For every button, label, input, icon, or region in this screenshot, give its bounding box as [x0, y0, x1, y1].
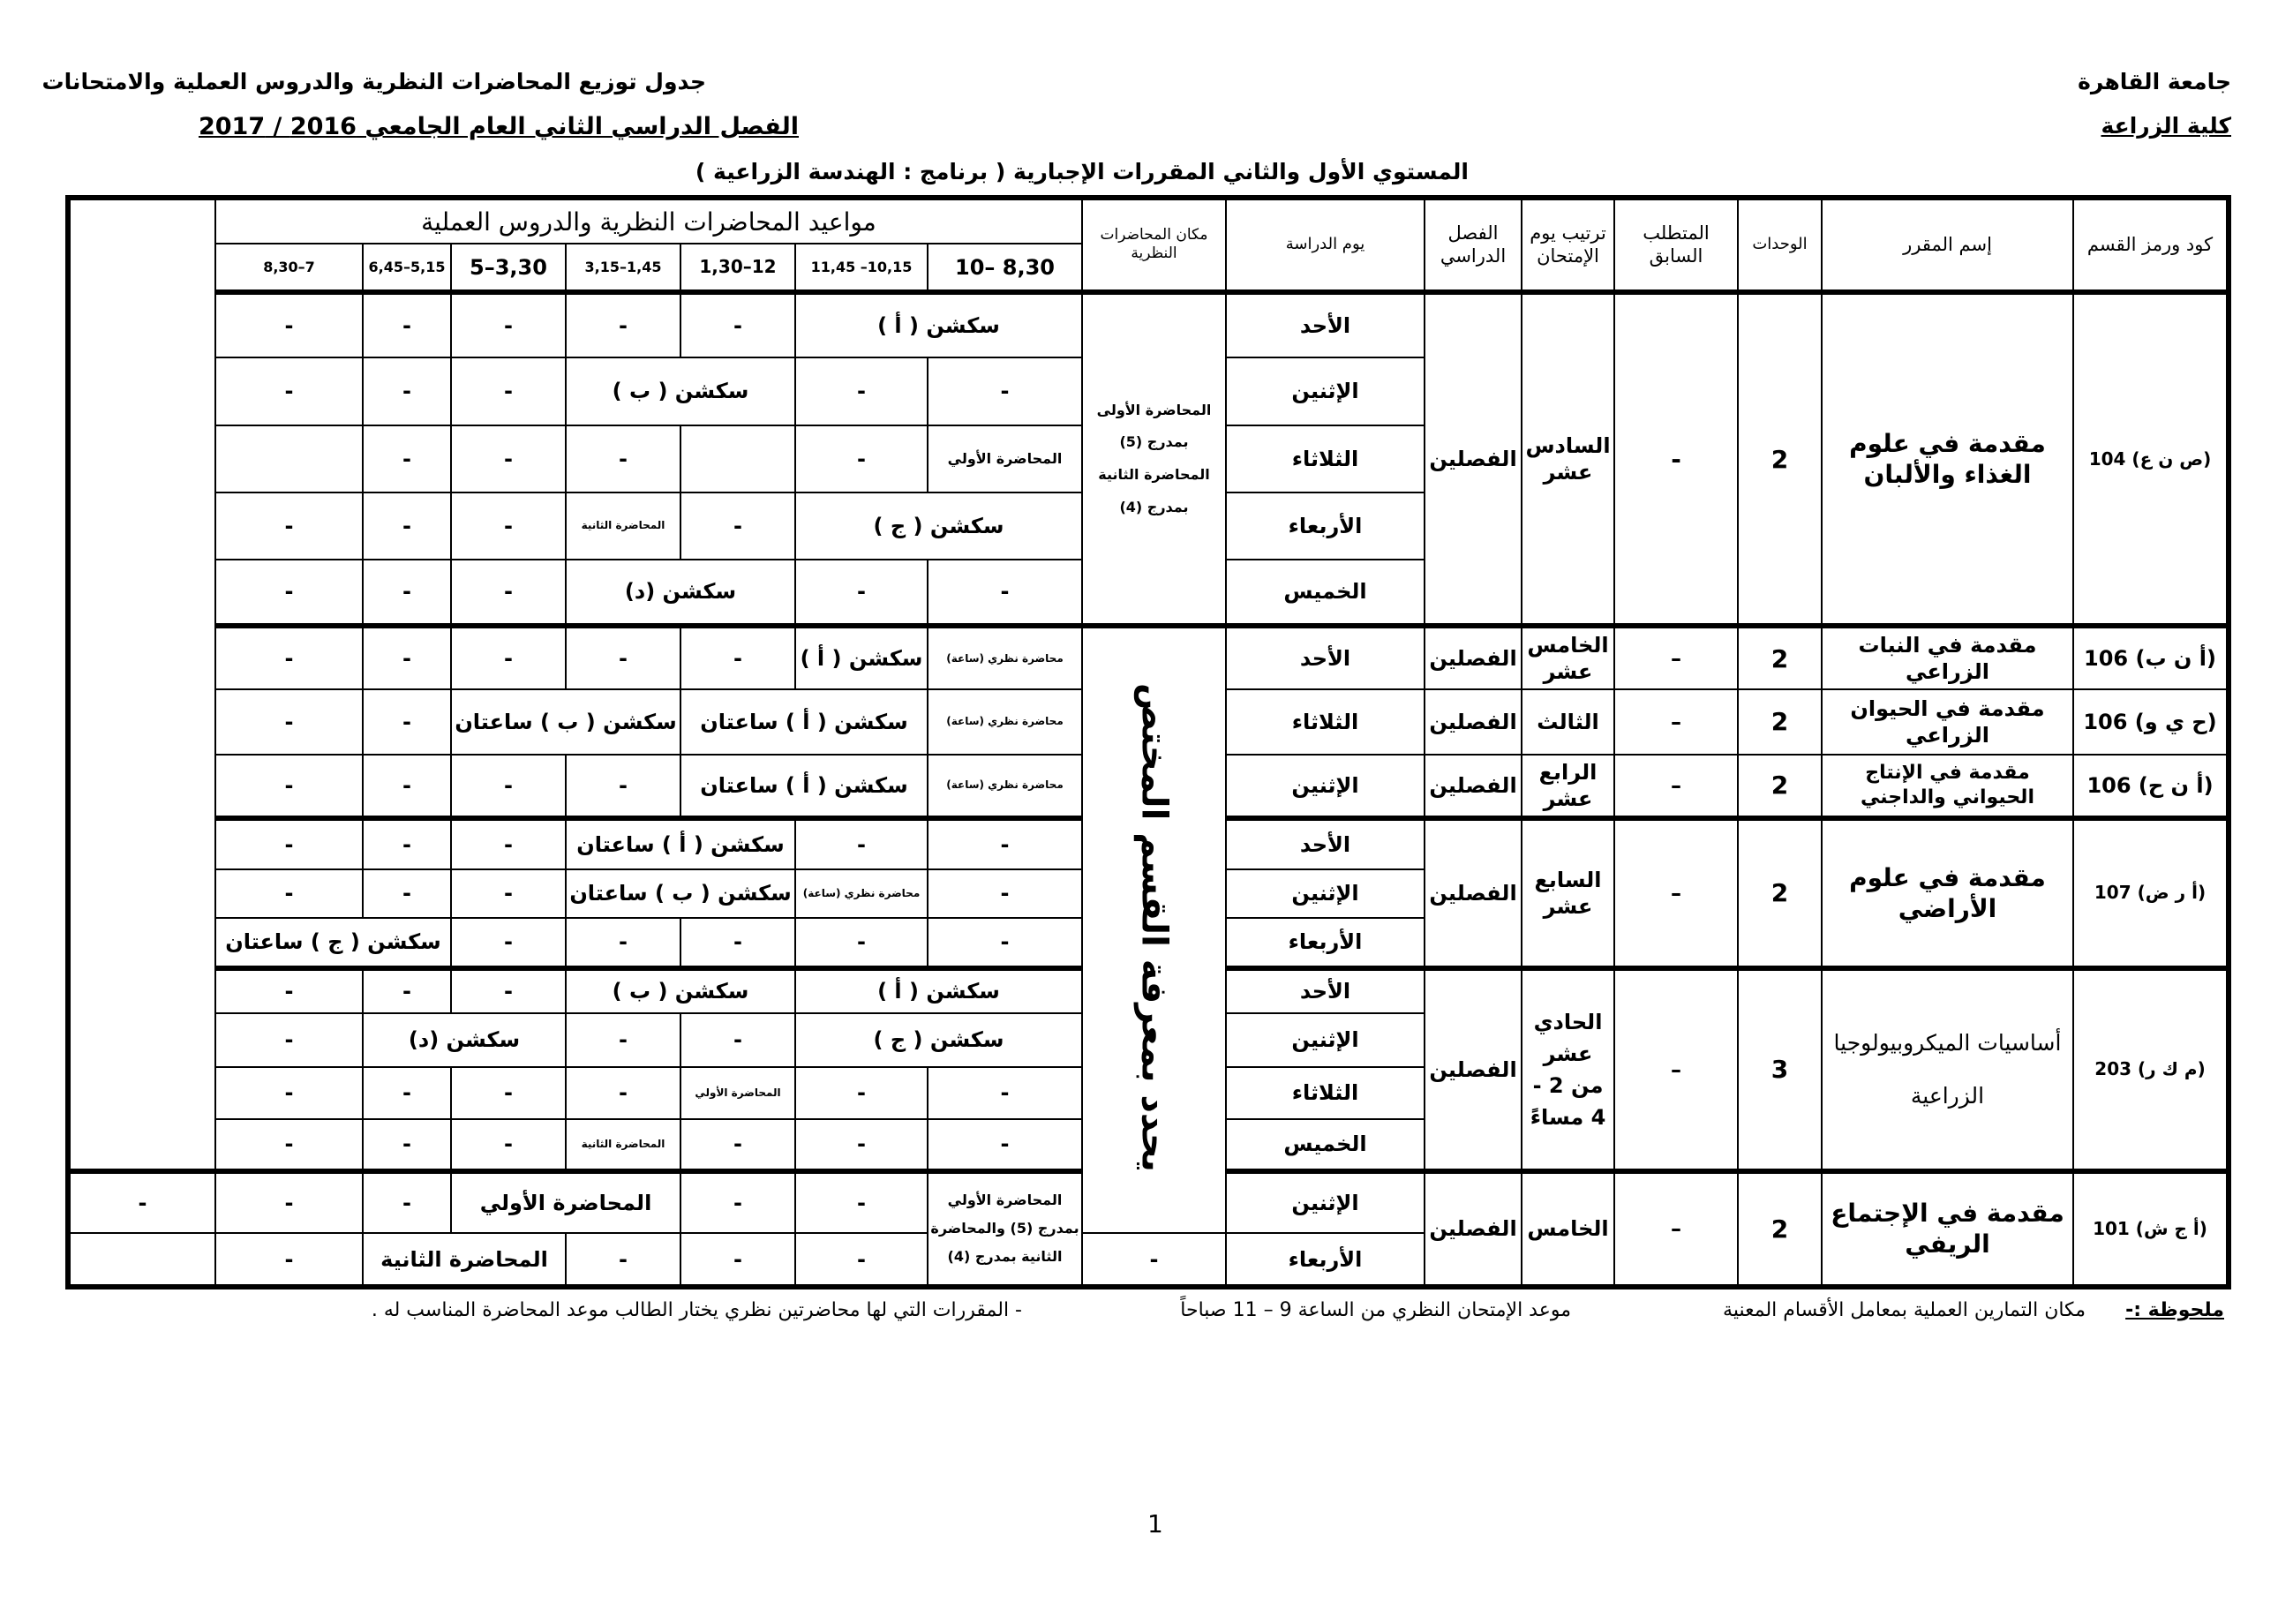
- course-semester: الفصلين: [1425, 292, 1522, 626]
- slot-cell: -: [680, 1233, 795, 1287]
- slot-cell: -: [215, 1067, 363, 1120]
- slot-cell: -: [363, 357, 451, 426]
- course-prereq: –: [1614, 818, 1738, 967]
- slot-cell: -: [363, 1119, 451, 1171]
- course-units: 2: [1738, 1171, 1822, 1287]
- slot-cell: -: [795, 1067, 928, 1120]
- course-code: (ص ن ع) 104: [2073, 292, 2229, 626]
- slot-cell: محاضرة نظري (ساعة): [928, 755, 1082, 819]
- course-prereq: –: [1614, 626, 1738, 689]
- slot-cell: المحاضرة الأولي: [451, 1171, 680, 1234]
- course-semester: الفصلين: [1425, 689, 1522, 755]
- course-code: (أ ر ض) 107: [2073, 818, 2229, 967]
- course-units: 3: [1738, 968, 1822, 1171]
- dept-place-text: يحدد بمعرفة القسم المختص: [1133, 682, 1175, 1172]
- slot-cell: -: [363, 560, 451, 627]
- slot-cell: سكشن (د): [363, 1013, 566, 1067]
- slot-cell: -: [451, 292, 566, 357]
- slot-cell: سكشن ( أ ): [795, 292, 1082, 357]
- col-header-exam: ترتيب يوم الإمتحان: [1522, 198, 1614, 292]
- slot-cell: سكشن ( ج ): [795, 492, 1082, 560]
- slot-cell: -: [215, 968, 363, 1013]
- course-semester: الفصلين: [1425, 626, 1522, 689]
- slot-cell: -: [928, 1067, 1082, 1120]
- course-code: (أ ن ح) 106: [2073, 755, 2229, 819]
- slot-cell: [680, 425, 795, 492]
- slot-cell: سكشن ( ج ) ساعتان: [215, 918, 451, 968]
- slot-cell: -: [215, 292, 363, 357]
- day-cell: الإثنين: [1226, 357, 1425, 426]
- course-name: مقدمة في علوم الغذاء والألبان: [1822, 292, 2073, 626]
- program-line: المستوي الأول والثاني المقررات الإجبارية ( برنامج : الهندسة الزراعية ): [695, 159, 1469, 184]
- course-exam: السابع عشر: [1522, 818, 1614, 967]
- note-two-lectures: - المقررات التي لها محاضرتين نظري يختار الطالب موعد المحاضرة المناسب له .: [371, 1299, 1022, 1321]
- slot-cell: -: [680, 292, 795, 357]
- course-name: مقدمة في الإجتماع الريفي: [1822, 1171, 2073, 1287]
- slot-cell: -: [363, 1171, 451, 1234]
- slot-cell: -: [363, 1067, 451, 1120]
- day-cell: الإثنين: [1226, 755, 1425, 819]
- col-header-schedule: مواعيد المحاضرات النظرية والدروس العملية: [215, 198, 1082, 244]
- slot-cell: -: [215, 357, 363, 426]
- slot-cell: -: [928, 818, 1082, 869]
- course-name: مقدمة في علوم الأراضي: [1822, 818, 2073, 967]
- course-code: (أ ج ش) 101: [2073, 1171, 2229, 1287]
- slot-cell: -: [928, 869, 1082, 918]
- col-header-semester: الفصل الدراسي: [1425, 198, 1522, 292]
- document-title: جدول توزيع المحاضرات النظرية والدروس العملية والامتحانات: [41, 69, 706, 94]
- course-exam: الخامس: [1522, 1171, 1614, 1287]
- day-cell: الأحد: [1226, 968, 1425, 1013]
- day-cell: الأربعاء: [1226, 918, 1425, 968]
- note-practical-place: مكان التمارين العملية بمعامل الأقسام المعنية: [1723, 1299, 2086, 1321]
- course-semester: الفصلين: [1425, 818, 1522, 967]
- day-cell: الأربعاء: [1226, 492, 1425, 560]
- slot-cell: -: [363, 818, 451, 869]
- slot-6: 5,15–6,45: [363, 244, 451, 291]
- slot-cell: سكشن ( أ ): [795, 626, 928, 689]
- slot-cell: -: [451, 968, 566, 1013]
- slot-cell: سكشن ( ج ): [795, 1013, 1082, 1067]
- slot-cell: -: [566, 755, 680, 819]
- slot-cell: -: [451, 1067, 566, 1120]
- course-units: 2: [1738, 626, 1822, 689]
- slot-4: 1,45–3,15: [566, 244, 680, 291]
- slot-cell: -: [795, 918, 928, 968]
- slot-cell: -: [680, 918, 795, 968]
- course-place: المحاضرة الأولي بمدرج (5) والمحاضرة الثانية بمدرج (4): [928, 1171, 1082, 1287]
- slot-7: 7–8,30: [215, 244, 363, 291]
- slot-cell: -: [363, 755, 451, 819]
- slot-cell: المحاضرة الثانية: [363, 1233, 566, 1287]
- slot-cell: -: [1082, 1233, 1226, 1287]
- slot-cell: -: [215, 626, 363, 689]
- slot-cell: -: [68, 1171, 215, 1234]
- slot-cell: المحاضرة الأولي: [680, 1067, 795, 1120]
- day-cell: الإثنين: [1226, 1171, 1425, 1234]
- slot-cell: -: [215, 755, 363, 819]
- slot-cell: -: [566, 626, 680, 689]
- col-header-course: إسم المقرر: [1822, 198, 2073, 292]
- slot-cell: -: [566, 292, 680, 357]
- slot-cell: -: [451, 626, 566, 689]
- course-exam: السادس عشر: [1522, 292, 1614, 626]
- course-semester: الفصلين: [1425, 755, 1522, 819]
- slot-cell: -: [795, 818, 928, 869]
- schedule-table: [65, 195, 2231, 1289]
- slot-cell: محاضرة نظري (ساعة): [928, 626, 1082, 689]
- slot-cell: -: [928, 357, 1082, 426]
- course-name: مقدمة في الإنتاج الحيواني والداجني: [1822, 755, 2073, 819]
- slot-cell: -: [928, 560, 1082, 627]
- day-cell: الثلاثاء: [1226, 1067, 1425, 1120]
- course-name: أساسيات الميكروبيولوجيا الزراعية: [1822, 968, 2073, 1171]
- course-exam: الخامس عشر: [1522, 626, 1614, 689]
- slot-5: 3,30–5: [451, 244, 566, 291]
- course-prereq: –: [1614, 755, 1738, 819]
- slot-cell: -: [451, 357, 566, 426]
- slot-cell: -: [215, 492, 363, 560]
- slot-cell: سكشن ( ب ): [566, 968, 795, 1013]
- slot-cell: محاضرة نظري (ساعة): [795, 869, 928, 918]
- course-code: (م ك ر) 203: [2073, 968, 2229, 1171]
- col-header-day: يوم الدراسة: [1226, 198, 1425, 292]
- slot-cell: -: [566, 1067, 680, 1120]
- slot-cell: -: [215, 1171, 363, 1234]
- slot-cell: -: [795, 425, 928, 492]
- slot-cell: -: [680, 1119, 795, 1171]
- slot-cell: -: [215, 818, 363, 869]
- university-name: جامعة القاهرة: [2078, 69, 2231, 94]
- slot-cell: [215, 425, 363, 492]
- course-prereq: –: [1614, 968, 1738, 1171]
- slot-cell: -: [566, 918, 680, 968]
- slot-cell: -: [215, 1233, 363, 1287]
- slot-cell: سكشن ( أ ) ساعتان: [680, 755, 928, 819]
- slot-cell: -: [363, 492, 451, 560]
- slot-cell: -: [928, 918, 1082, 968]
- slot-cell: -: [795, 1171, 928, 1234]
- slot-cell: سكشن (د): [566, 560, 795, 627]
- slot-cell: -: [566, 1233, 680, 1287]
- note-exam-time: موعد الإمتحان النظري من الساعة 9 – 11 صباحاً: [1180, 1299, 1571, 1321]
- day-cell: الإثنين: [1226, 1013, 1425, 1067]
- slot-cell: -: [215, 869, 363, 918]
- slot-cell: سكشن ( ب ) ساعتان: [566, 869, 795, 918]
- slot-cell: سكشن ( أ ) ساعتان: [680, 689, 928, 755]
- day-cell: الأربعاء: [1226, 1233, 1425, 1287]
- course-semester: الفصلين: [1425, 1171, 1522, 1287]
- course-prereq: –: [1614, 689, 1738, 755]
- slot-cell: -: [363, 626, 451, 689]
- col-header-code: كود ورمز القسم: [2073, 198, 2229, 292]
- slot-cell: -: [680, 1171, 795, 1234]
- slot-cell: -: [451, 755, 566, 819]
- course-semester: الفصلين: [1425, 968, 1522, 1171]
- slot-cell: -: [363, 425, 451, 492]
- course-prereq: -: [1614, 292, 1738, 626]
- col-header-place: مكان المحاضرات النظرية: [1082, 198, 1226, 292]
- day-cell: الأحد: [1226, 818, 1425, 869]
- course-exam: الرابع عشر: [1522, 755, 1614, 819]
- course-exam: الحادي عشر من 2 - 4 مساءً: [1522, 968, 1614, 1171]
- course-exam: الثالث: [1522, 689, 1614, 755]
- col-header-prereq: المتطلب السابق: [1614, 198, 1738, 292]
- day-cell: الثلاثاء: [1226, 425, 1425, 492]
- course-code: (ح ي و) 106: [2073, 689, 2229, 755]
- slot-cell: -: [680, 492, 795, 560]
- day-cell: الأحد: [1226, 292, 1425, 357]
- slot-cell: -: [451, 1119, 566, 1171]
- slot-cell: -: [795, 1119, 928, 1171]
- page-number: 1: [1147, 1509, 1163, 1538]
- course-units: 2: [1738, 689, 1822, 755]
- course-units: 2: [1738, 755, 1822, 819]
- slot-cell: محاضرة نظري (ساعة): [928, 689, 1082, 755]
- course-prereq: –: [1614, 1171, 1738, 1287]
- slot-cell: -: [451, 918, 566, 968]
- slot-cell: -: [451, 560, 566, 627]
- slot-2: 10,15– 11,45: [795, 244, 928, 291]
- slot-cell: -: [215, 560, 363, 627]
- course-code: (أ ن ب) 106: [2073, 626, 2229, 689]
- slot-1: 8,30 –10: [928, 244, 1082, 291]
- slot-cell: -: [451, 869, 566, 918]
- slot-cell: -: [451, 492, 566, 560]
- slot-cell: -: [566, 1013, 680, 1067]
- slot-cell: -: [215, 1013, 363, 1067]
- slot-cell: سكشن ( أ ) ساعتان: [566, 818, 795, 869]
- table-row: [68, 292, 2229, 357]
- slot-cell: سكشن ( ب ): [566, 357, 795, 426]
- slot-cell: -: [680, 626, 795, 689]
- slot-cell: -: [795, 1233, 928, 1287]
- slot-cell: -: [451, 818, 566, 869]
- slot-cell: -: [215, 1119, 363, 1171]
- slot-cell: سكشن ( أ ): [795, 968, 1082, 1013]
- slot-cell: -: [363, 689, 451, 755]
- slot-cell: -: [451, 425, 566, 492]
- course-units: 2: [1738, 292, 1822, 626]
- slot-cell: المحاضرة الأولي: [928, 425, 1082, 492]
- slot-cell: -: [795, 560, 928, 627]
- day-cell: الخميس: [1226, 560, 1425, 627]
- faculty-name: كلية الزراعة: [2101, 113, 2231, 139]
- slot-cell: -: [680, 1013, 795, 1067]
- notes-label: ملحوظة :-: [2125, 1299, 2224, 1321]
- slot-cell: المحاضرة الثانية: [566, 1119, 680, 1171]
- slot-cell: سكشن ( ب ) ساعتان: [451, 689, 680, 755]
- slot-cell: -: [795, 357, 928, 426]
- slot-cell: -: [215, 689, 363, 755]
- day-cell: الخميس: [1226, 1119, 1425, 1171]
- course-place: المحاضرة الأولى بمدرج (5) المحاضرة الثانية بمدرج (4): [1082, 292, 1226, 626]
- slot-cell: -: [363, 869, 451, 918]
- day-cell: الأحد: [1226, 626, 1425, 689]
- course-units: 2: [1738, 818, 1822, 967]
- slot-3: 12–1,30: [680, 244, 795, 291]
- slot-cell: -: [566, 425, 680, 492]
- dept-place-cell: [1082, 626, 1226, 1233]
- day-cell: الثلاثاء: [1226, 689, 1425, 755]
- table-row: [68, 626, 2229, 689]
- course-name: مقدمة في النبات الزراعي: [1822, 626, 2073, 689]
- col-header-units: الوحدات: [1738, 198, 1822, 292]
- slot-cell: -: [363, 968, 451, 1013]
- term-line: الفصل الدراسي الثاني العام الجامعي 2016 / 2017: [198, 113, 799, 140]
- day-cell: الإثنين: [1226, 869, 1425, 918]
- slot-cell: -: [928, 1119, 1082, 1171]
- course-name: مقدمة في الحيوان الزراعي: [1822, 689, 2073, 755]
- slot-cell: المحاضرة الثانية: [566, 492, 680, 560]
- slot-cell: -: [363, 292, 451, 357]
